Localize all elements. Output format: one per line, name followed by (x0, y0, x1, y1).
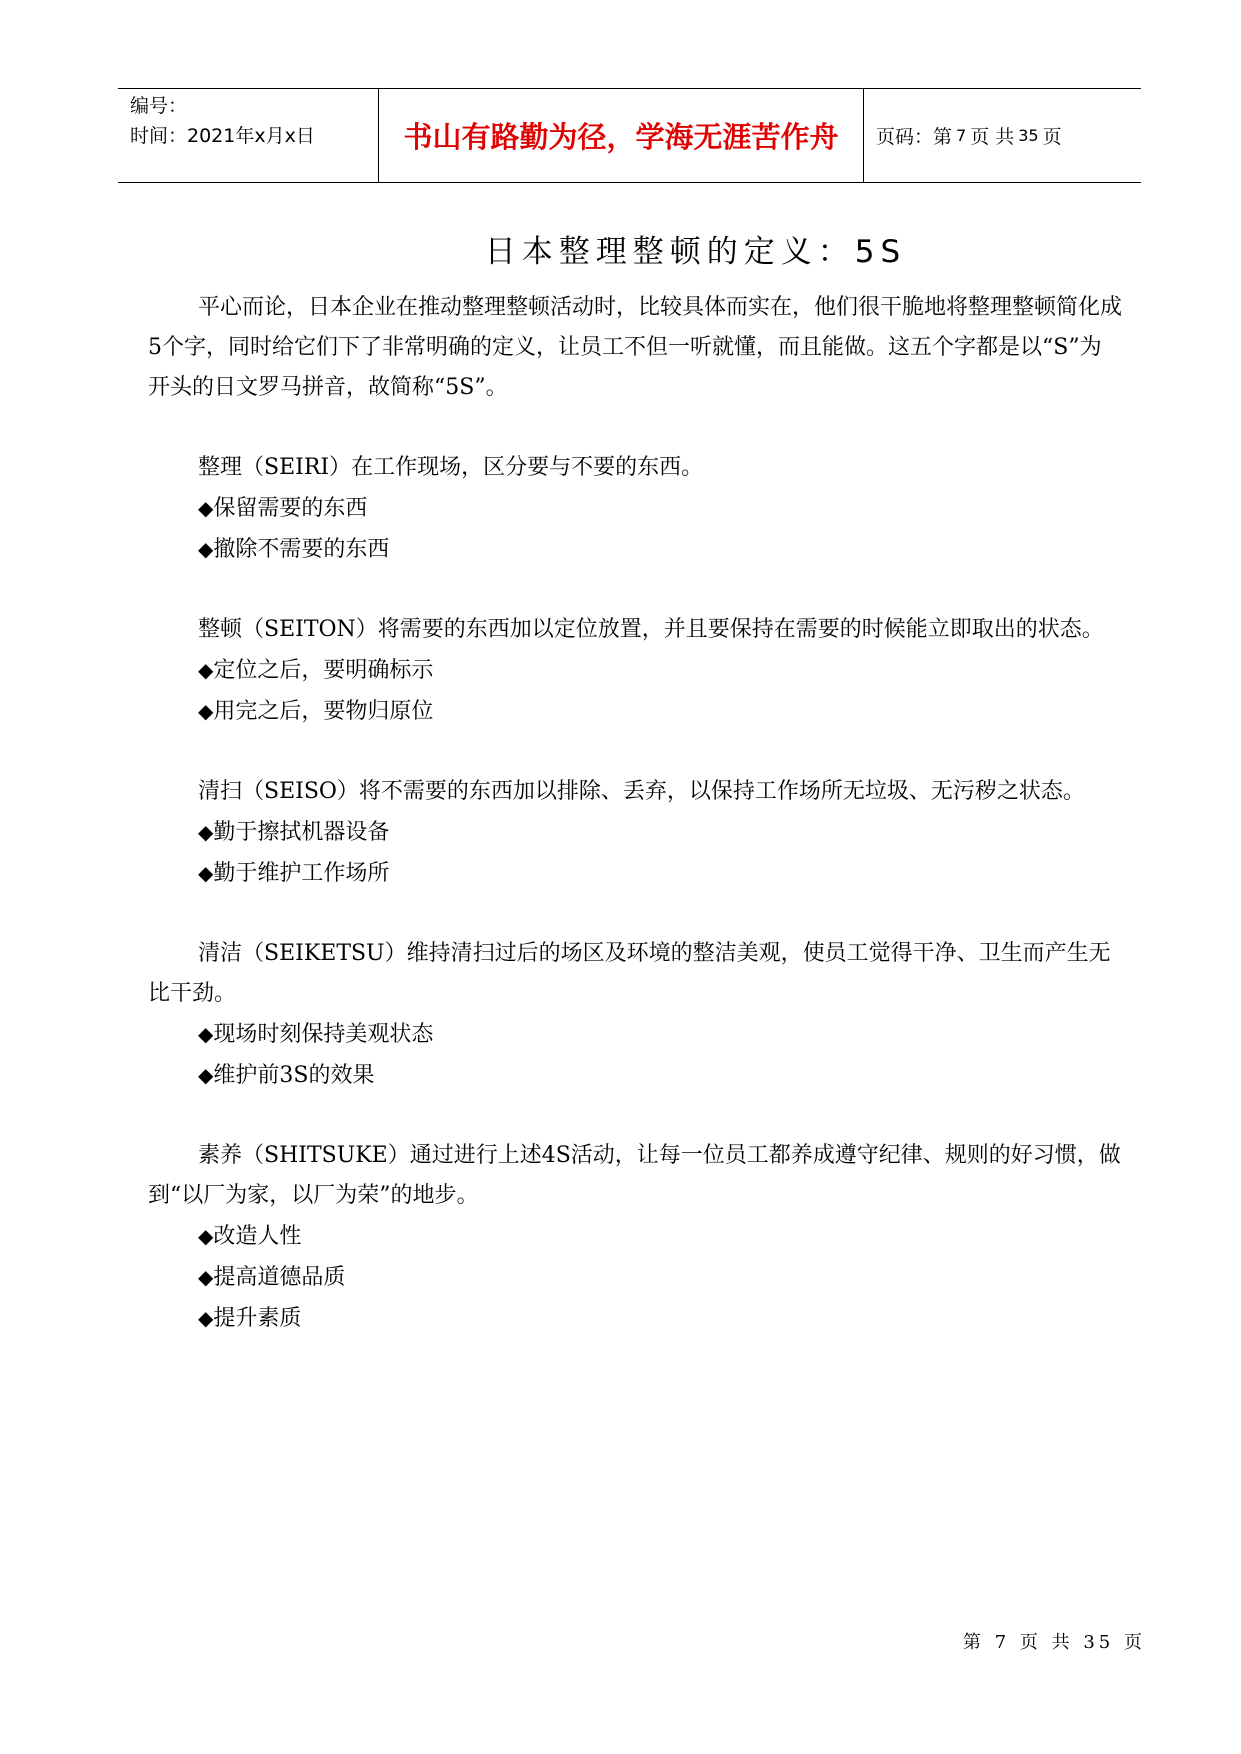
bullet-item-text: 改造人性 (213, 1224, 302, 1249)
bullet-item-text: 现场时刻保持美观状态 (213, 1022, 434, 1047)
bullet-item-text: 提高道德品质 (213, 1265, 346, 1290)
diamond-bullet-icon: ◆ (198, 1022, 214, 1046)
bullet-item-text: 定位之后，要明确标示 (213, 658, 434, 683)
section-spacer (148, 408, 1123, 448)
section-spacer (148, 732, 1123, 772)
diamond-bullet-icon: ◆ (198, 861, 214, 885)
definition-paragraph: 清扫（SEISO）将不需要的东西加以排除、丢弃，以保持工作场所无垃圾、无污秽之状态。 (198, 779, 1085, 804)
section-spacer (148, 894, 1123, 934)
diamond-bullet-icon: ◆ (198, 1265, 214, 1289)
bullet-item (148, 1257, 1123, 1298)
definition-paragraph: 素养（SHITSUKE）通过进行上述4S活动，让每一位员工都养成遵守纪律、规则的好习惯，做到“以厂为家，以厂为荣”的地步。 (148, 1143, 1121, 1208)
bullet-item (148, 1014, 1123, 1055)
intro-paragraph: 平心而论，日本企业在推动整理整顿活动时，比较具体而实在，他们很干脆地将整理整顿简化成5个字，同时给它们下了非常明确的定义，让员工不但一听就懂，而且能做。这五个字都是以“S”为开头的日文罗马拼音，故简称“5S”。 (148, 295, 1123, 400)
definition-paragraph: 整顿（SEITON）将需要的东西加以定位放置，并且要保持在需要的时候能立即取出的状态。 (198, 617, 1104, 642)
diamond-bullet-icon: ◆ (198, 820, 214, 844)
section-spacer (148, 570, 1123, 610)
bullet-item (148, 691, 1123, 732)
diamond-bullet-icon: ◆ (198, 537, 214, 561)
bullet-item (148, 1216, 1123, 1257)
page-middle: 页 共 (970, 126, 1015, 148)
bullet-item (148, 853, 1123, 894)
diamond-bullet-icon: ◆ (198, 1063, 214, 1087)
diamond-bullet-icon: ◆ (198, 658, 214, 682)
header-meta (118, 89, 379, 182)
bullet-item-text: 勤于维护工作场所 (213, 861, 390, 886)
number-label: 编号： (130, 95, 188, 117)
time-label: 时间：2021年x月x日 (130, 125, 315, 147)
document-header (118, 88, 1141, 183)
bullet-item (148, 650, 1123, 691)
bullet-item-text: 撤除不需要的东西 (213, 537, 390, 562)
bullet-item-text: 维护前3S的效果 (213, 1063, 375, 1088)
bullet-item (148, 488, 1123, 529)
document-body (148, 288, 1123, 1339)
diamond-bullet-icon: ◆ (198, 699, 214, 723)
bullet-item (148, 1055, 1123, 1096)
bullet-item (148, 529, 1123, 570)
page-footer: 第 7 页 共 35 页 (963, 1632, 1146, 1653)
header-page-info (864, 89, 1141, 182)
diamond-bullet-icon: ◆ (198, 496, 214, 520)
definition-paragraph: 整理（SEIRI）在工作现场，区分要与不要的东西。 (198, 455, 704, 480)
page-current: 7 (956, 126, 967, 145)
definition-paragraph: 清洁（SEIKETSU）维持清扫过后的场区及环境的整洁美观，使员工觉得干净、卫生而产生无比干劲。 (148, 941, 1111, 1006)
bullet-item (148, 1298, 1123, 1339)
diamond-bullet-icon: ◆ (198, 1224, 214, 1248)
section-spacer (148, 1096, 1123, 1136)
page-total: 35 (1018, 126, 1039, 145)
page-suffix: 页 (1042, 126, 1062, 148)
bullet-item-text: 用完之后，要物归原位 (213, 699, 434, 724)
bullet-item-text: 保留需要的东西 (213, 496, 368, 521)
bullet-item-text: 勤于擦拭机器设备 (213, 820, 390, 845)
bullet-item-text: 提升素质 (213, 1306, 302, 1331)
diamond-bullet-icon: ◆ (198, 1306, 214, 1330)
page-prefix: 页码：第 (876, 126, 953, 148)
page-title: 日本整理整顿的定义：5S (484, 233, 907, 270)
bullet-item (148, 812, 1123, 853)
header-motto: 书山有路勤为径，学海无涯苦作舟 (379, 89, 864, 182)
